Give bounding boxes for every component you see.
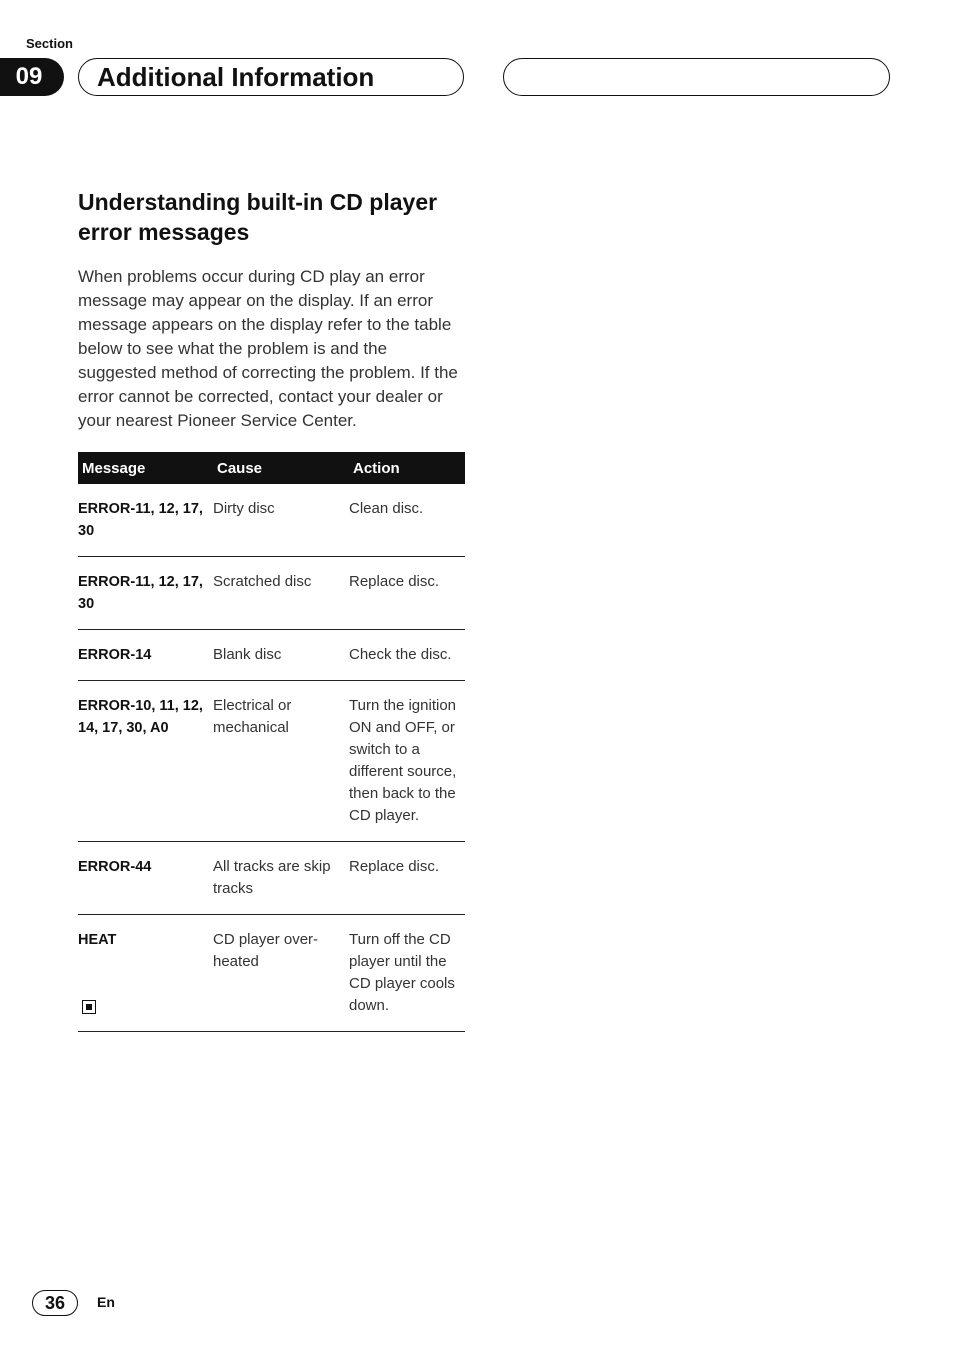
cell-message: ERROR-11, 12, 17, 30 — [78, 484, 213, 557]
table-row — [78, 484, 465, 557]
section-number-badge: 09 — [0, 58, 64, 96]
table-row — [78, 915, 465, 1032]
cell-message: ERROR-10, 11, 12, 14, 17, 30, A0 — [78, 681, 213, 842]
article-heading-line2: error messages — [78, 219, 250, 245]
column-header-cause: Cause — [213, 452, 349, 484]
cell-action: Check the disc. — [349, 630, 465, 681]
error-messages-table — [78, 452, 465, 1032]
intro-paragraph: When problems occur during CD play an error message may appear on the display. If an error message appears on the display refer to the table below to see what the problem is and the suggested method of correcting the problem. If the error cannot be corrected, contact your dealer or your nearest Pioneer Service Center. — [78, 267, 458, 430]
page-number: 36 — [32, 1290, 78, 1316]
table-row — [78, 630, 465, 681]
language-label: En — [97, 1294, 115, 1310]
right-header-box — [503, 58, 890, 96]
cell-cause: Blank disc — [213, 630, 349, 681]
cell-cause: All tracks are skip tracks — [213, 842, 349, 915]
cell-cause: Dirty disc — [213, 484, 349, 557]
cell-message: HEAT — [78, 915, 213, 1032]
cell-cause: CD player over-heated — [213, 915, 349, 1032]
cell-message: ERROR-14 — [78, 630, 213, 681]
cell-action: Replace disc. — [349, 842, 465, 915]
cell-action: Turn off the CD player until the CD player cools down. — [349, 915, 465, 1032]
section-title: Additional Information — [97, 61, 375, 92]
cell-message: ERROR-44 — [78, 842, 213, 915]
cell-cause: Scratched disc — [213, 557, 349, 630]
cell-cause: Electrical or mechanical — [213, 681, 349, 842]
end-of-section-square-icon — [82, 1000, 96, 1014]
cell-action: Replace disc. — [349, 557, 465, 630]
column-header-message: Message — [78, 452, 213, 484]
table-row — [78, 842, 465, 915]
table-header-row — [78, 452, 465, 484]
cell-message: ERROR-11, 12, 17, 30 — [78, 557, 213, 630]
cell-action: Turn the ignition ON and OFF, or switch to a different source, then back to the CD player. — [349, 681, 465, 842]
table-row — [78, 557, 465, 630]
section-title-box — [78, 58, 464, 96]
article-heading-line1: Understanding built-in CD player — [78, 189, 438, 215]
table-row — [78, 681, 465, 842]
section-label: Section — [26, 36, 73, 51]
cell-action: Clean disc. — [349, 484, 465, 557]
column-header-action: Action — [349, 452, 465, 484]
article-heading — [78, 187, 478, 247]
